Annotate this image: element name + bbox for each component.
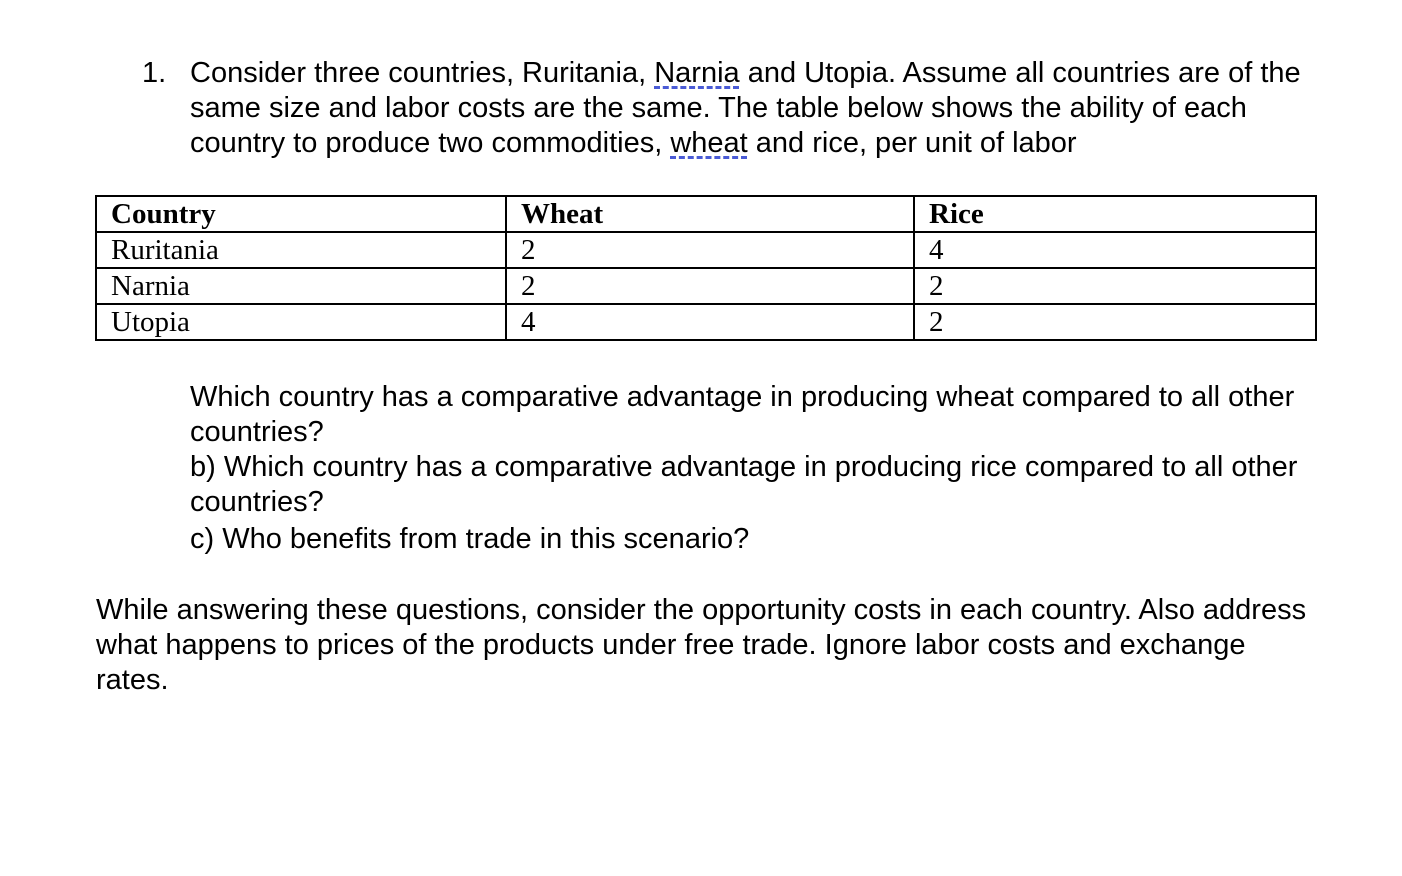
cell-country: Narnia bbox=[96, 268, 506, 304]
cell-wheat: 4 bbox=[506, 304, 914, 340]
header-wheat: Wheat bbox=[506, 196, 914, 232]
production-table bbox=[95, 195, 1317, 341]
intro-text-2: and Utopia. Assume all countries are of the same size and labor costs are the same. The table below shows the ability of each country to produce two commodities, bbox=[190, 57, 1301, 159]
intro-narnia: Narnia bbox=[654, 57, 740, 89]
sub-question-a: Which country has a comparative advantage in producing wheat compared to all other countries? bbox=[190, 381, 1295, 448]
table-row bbox=[96, 268, 1316, 304]
sub-questions bbox=[190, 380, 1310, 557]
question-number: 1. bbox=[142, 57, 167, 89]
closing-text: While answering these questions, consider the opportunity costs in each country. Also address what happens to prices of the products under free trade. Ignore labor costs and exchange rates. bbox=[96, 594, 1307, 696]
cell-rice: 2 bbox=[914, 304, 1316, 340]
table-header-row bbox=[96, 196, 1316, 232]
intro-text-3: and rice, per unit of labor bbox=[747, 127, 1077, 159]
cell-country: Ruritania bbox=[96, 232, 506, 268]
closing-instructions bbox=[96, 593, 1316, 698]
cell-rice: 4 bbox=[914, 232, 1316, 268]
sub-question-b: b) Which country has a comparative advantage in producing rice compared to all other countries? bbox=[190, 451, 1298, 518]
cell-rice: 2 bbox=[914, 268, 1316, 304]
cell-wheat: 2 bbox=[506, 268, 914, 304]
table-row bbox=[96, 304, 1316, 340]
sub-question-c: c) Who benefits from trade in this scenario? bbox=[190, 523, 750, 555]
intro-text-1: Consider three countries, Ruritania, bbox=[190, 57, 655, 89]
header-rice: Rice bbox=[914, 196, 1316, 232]
header-country: Country bbox=[96, 196, 506, 232]
cell-country: Utopia bbox=[96, 304, 506, 340]
table-row bbox=[96, 232, 1316, 268]
intro-wheat: wheat bbox=[670, 127, 748, 159]
question-intro bbox=[190, 56, 1330, 161]
cell-wheat: 2 bbox=[506, 232, 914, 268]
